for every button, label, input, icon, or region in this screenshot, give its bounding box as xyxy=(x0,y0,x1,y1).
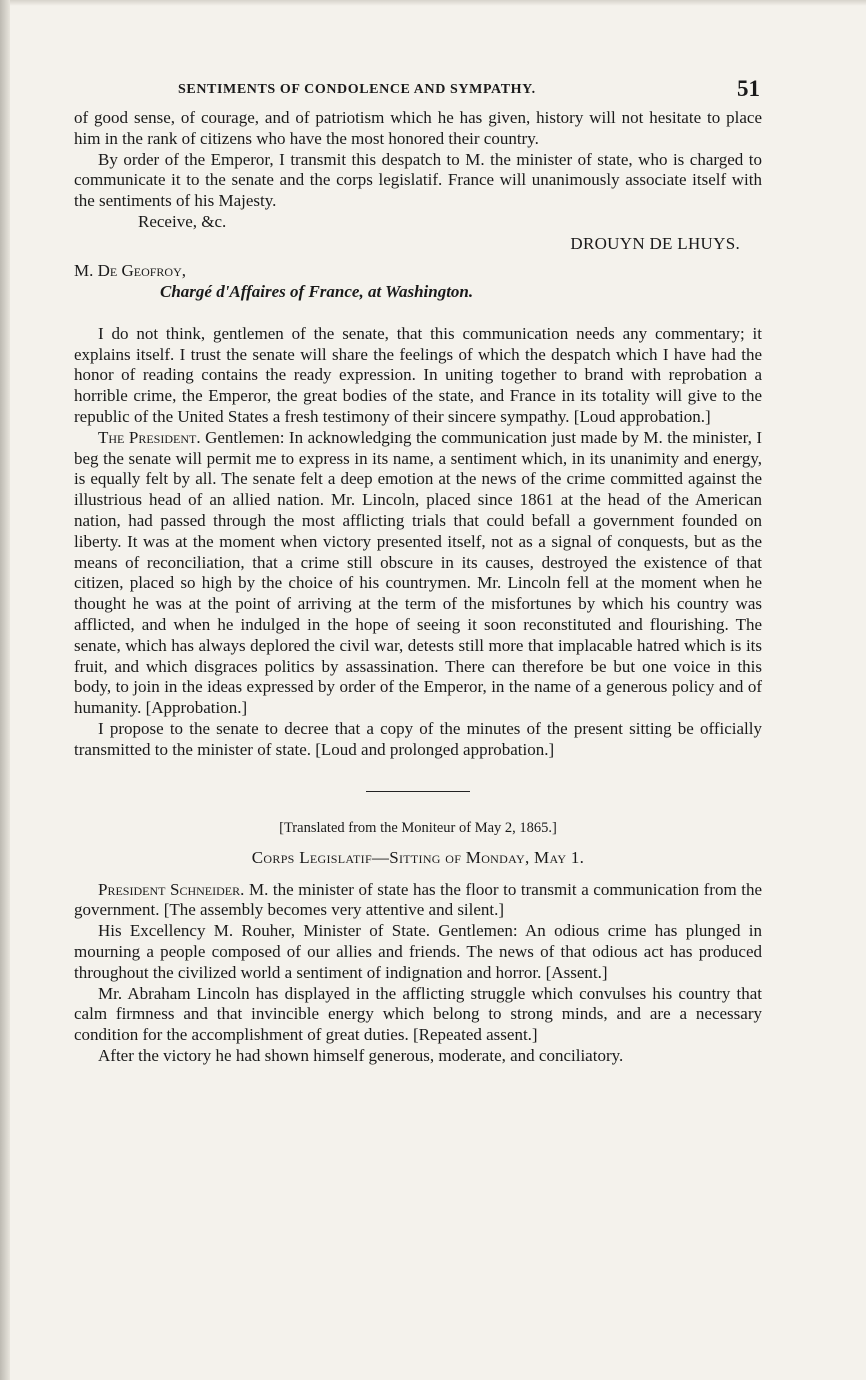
president-remarks: Gentlemen: In acknowledging the communication just made by M. the minister, I beg the senate will permit me to express in its name, a sentiment which, in its unanimity and energy, is equally felt by all. The senate felt a deep emotion at the news of the crime committed against the illustrious head of an allied nation. Mr. Lincoln, placed since 1861 at the head of the American nation, had passed through the most afflicting trials that could befall a government founded on liberty. It was at the moment when victory presented itself, not as a signal of conquests, but as the means of reconciliation, that a crime still obscure in its causes, destroyed the existence of that citizen, placed so high by the choice of his countrymen. Mr. Lincoln fell at the moment when he thought he was at the point of arriving at the term of the misfortunes by which his country was afflicted, and when he indulged in the hope of seeing it soon reconstituted and flourishing. The senate, which has always deplored the civil war, detests still more that implacable hatred which is its fruit, and which disgraces politics by assassination. There can therefore be but one voice in this body, to join in the ideas expressed by order of the Emperor, in the name of a generous policy and of humanity. [Approbation.] xyxy=(74,427,762,718)
corps-legislatif-section xyxy=(74,818,762,1067)
page-number: 51 xyxy=(737,76,760,101)
rouher-remarks-1: His Excellency M. Rouher, Minister of State. Gentlemen: An odious crime has plunged in mourning a people composed of our allies and friends. The news of that odious act has produced throughout the civilized world a sentiment of indignation and horror. [Assent.] xyxy=(74,921,762,982)
senate-proposal: I propose to the senate to decree that a copy of the minutes of the present sitting be officially transmitted to the minister of state. [Loud and prolonged approbation.] xyxy=(74,718,762,759)
despatch-order-paragraph: By order of the Emperor, I transmit this despatch to M. the minister of state, who is charged to communicate it to the senate and the corps legislatif. France will unanimously associate itself with the sentiments of his Majesty. xyxy=(74,149,762,211)
rouher-remarks-3: After the victory he had shown himself generous, moderate, and conciliatory. xyxy=(98,1045,624,1065)
addressee-title: Chargé d'Affaires of France, at Washington. xyxy=(160,281,474,301)
running-title: SENTIMENTS OF CONDOLENCE AND SYMPATHY. xyxy=(178,82,536,97)
signature: DROUYN DE LHUYS. xyxy=(570,233,740,253)
schneider-remarks-paragraph xyxy=(74,880,762,922)
page-header xyxy=(74,76,762,108)
addressee-name: M. De Geofroy, xyxy=(74,260,187,280)
minister-remarks: I do not think, gentlemen of the senate, that this communication needs any commentary; it explains itself. I trust the senate will share the feelings of which the despatch which I have had the honor of reading contains the ready expression. In uniting together to brand with reprobation a horrible crime, the Emperor, the great bodies of the state, and France in its totality will give to the republic of the United States a fresh testimony of their sincere sympathy. [Loud approbation.] xyxy=(74,323,762,426)
section-divider xyxy=(366,791,470,792)
speaker-label-president: The President. xyxy=(98,427,201,447)
president-remarks-paragraph xyxy=(74,428,762,719)
rouher-remarks-2: Mr. Abraham Lincoln has displayed in the afflicting struggle which convulses his country that calm firmness and that invincible energy which belong to strong minds, and are a necessary condition for the accomplishment of great duties. [Repeated assent.] xyxy=(74,983,762,1045)
despatch-continuation: of good sense, of courage, and of patriotism which he has given, history will not hesitate to place him in the rank of citizens who have the most honored their country. xyxy=(74,108,762,148)
section-heading: Corps Legislatif—Sitting of Monday, May 1. xyxy=(251,847,585,867)
schneider-remarks: M. the minister of state has the floor to transmit a communication from the government. [The assembly becomes very attentive and silent.] xyxy=(74,879,763,920)
despatch-closing: Receive, &c. xyxy=(138,211,227,231)
binding-edge xyxy=(0,0,10,1380)
despatch-section xyxy=(74,108,762,302)
book-page xyxy=(74,76,762,1067)
speaker-label-schneider: President Schneider. xyxy=(98,879,245,899)
senate-section xyxy=(74,324,762,761)
page-top-edge xyxy=(0,0,866,6)
translation-source-note: [Translated from the Moniteur of May 2, 1865.] xyxy=(279,819,557,836)
